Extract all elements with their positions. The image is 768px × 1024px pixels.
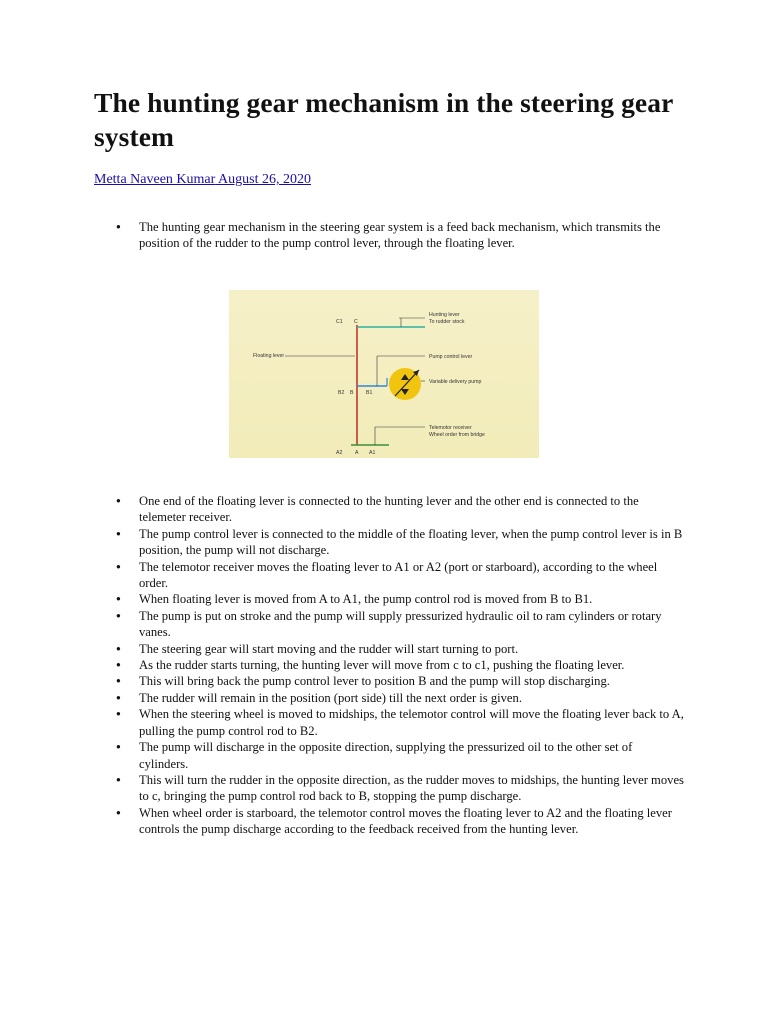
explanation-bullet-list [94,493,684,838]
label-c1: C1 [336,319,343,325]
label-b: B [350,390,354,396]
label-hunting-lever: Hunting lever [429,312,460,318]
intro-bullet-list [94,219,684,252]
list-item: ● The pump will discharge in the opposite direction, supplying the pressurized oil to the other set of cylinders. [94,739,684,772]
list-item: ● The rudder will remain in the position (port side) till the next order is given. [94,690,684,706]
label-variable-delivery-pump: Variable delivery pump [429,379,482,385]
article-title: The hunting gear mechanism in the steering gear system [94,87,673,152]
label-to-rudder-stock: To rudder stock [429,319,465,325]
label-a2: A2 [336,450,343,456]
diagram-svg [229,290,539,458]
author-name: Metta Naveen Kumar [94,172,216,187]
label-b2: B2 [338,390,345,396]
label-pump-control-lever: Pump control lever [429,354,473,360]
list-item: ● The steering gear will start moving and the rudder will start turning to port. [94,641,684,657]
article [94,86,684,837]
list-item: ● This will bring back the pump control lever to position B and the pump will stop discharging. [94,673,684,689]
list-item: ● When the steering wheel is moved to midships, the telemotor control will move the floating lever back to A, pulling the pump control rod to B2. [94,706,684,739]
list-item: ● As the rudder starts turning, the hunting lever will move from c to c1, pushing the floating lever. [94,657,684,673]
list-item: ● The hunting gear mechanism in the steering gear system is a feed back mechanism, which transmits the position of the rudder to the pump control lever, through the floating lever. [94,219,684,252]
list-item: ● The pump control lever is connected to the middle of the floating lever, when the pump control lever is in B position, the pump will not discharge. [94,526,684,559]
list-item: ● One end of the floating lever is connected to the hunting lever and the other end is connected to the telemeter receiver. [94,493,684,526]
list-item: ● The telemotor receiver moves the floating lever to A1 or A2 (port or starboard), according to the wheel order. [94,559,684,592]
author-date-link[interactable] [94,172,311,187]
label-floating-lever: Floating lever [253,353,285,359]
byline [94,171,684,189]
list-item: ● The pump is put on stroke and the pump will supply pressurized hydraulic oil to ram cylinders or rotary vanes. [94,608,684,641]
list-item: ● This will turn the rudder in the opposite direction, as the rudder moves to midships, the hunting lever moves to c, bringing the pump control rod back to B, stopping the pump discharge. [94,772,684,805]
hunting-gear-diagram [229,290,539,458]
label-a: A [355,450,359,456]
label-c: C [354,319,358,325]
list-item: ● When floating lever is moved from A to A1, the pump control rod is moved from B to B1. [94,591,684,607]
label-a1: A1 [369,450,376,456]
label-b1: B1 [366,390,373,396]
publish-date: August 26, 2020 [218,172,311,187]
label-telemotor-receiver: Telemotor receiver [429,425,472,431]
label-wheel-order: Wheel order from bridge [429,432,485,438]
list-item: ● When wheel order is starboard, the telemotor control moves the floating lever to A2 and the floating lever controls the pump discharge according to the feedback received from the hunting lever. [94,805,684,838]
